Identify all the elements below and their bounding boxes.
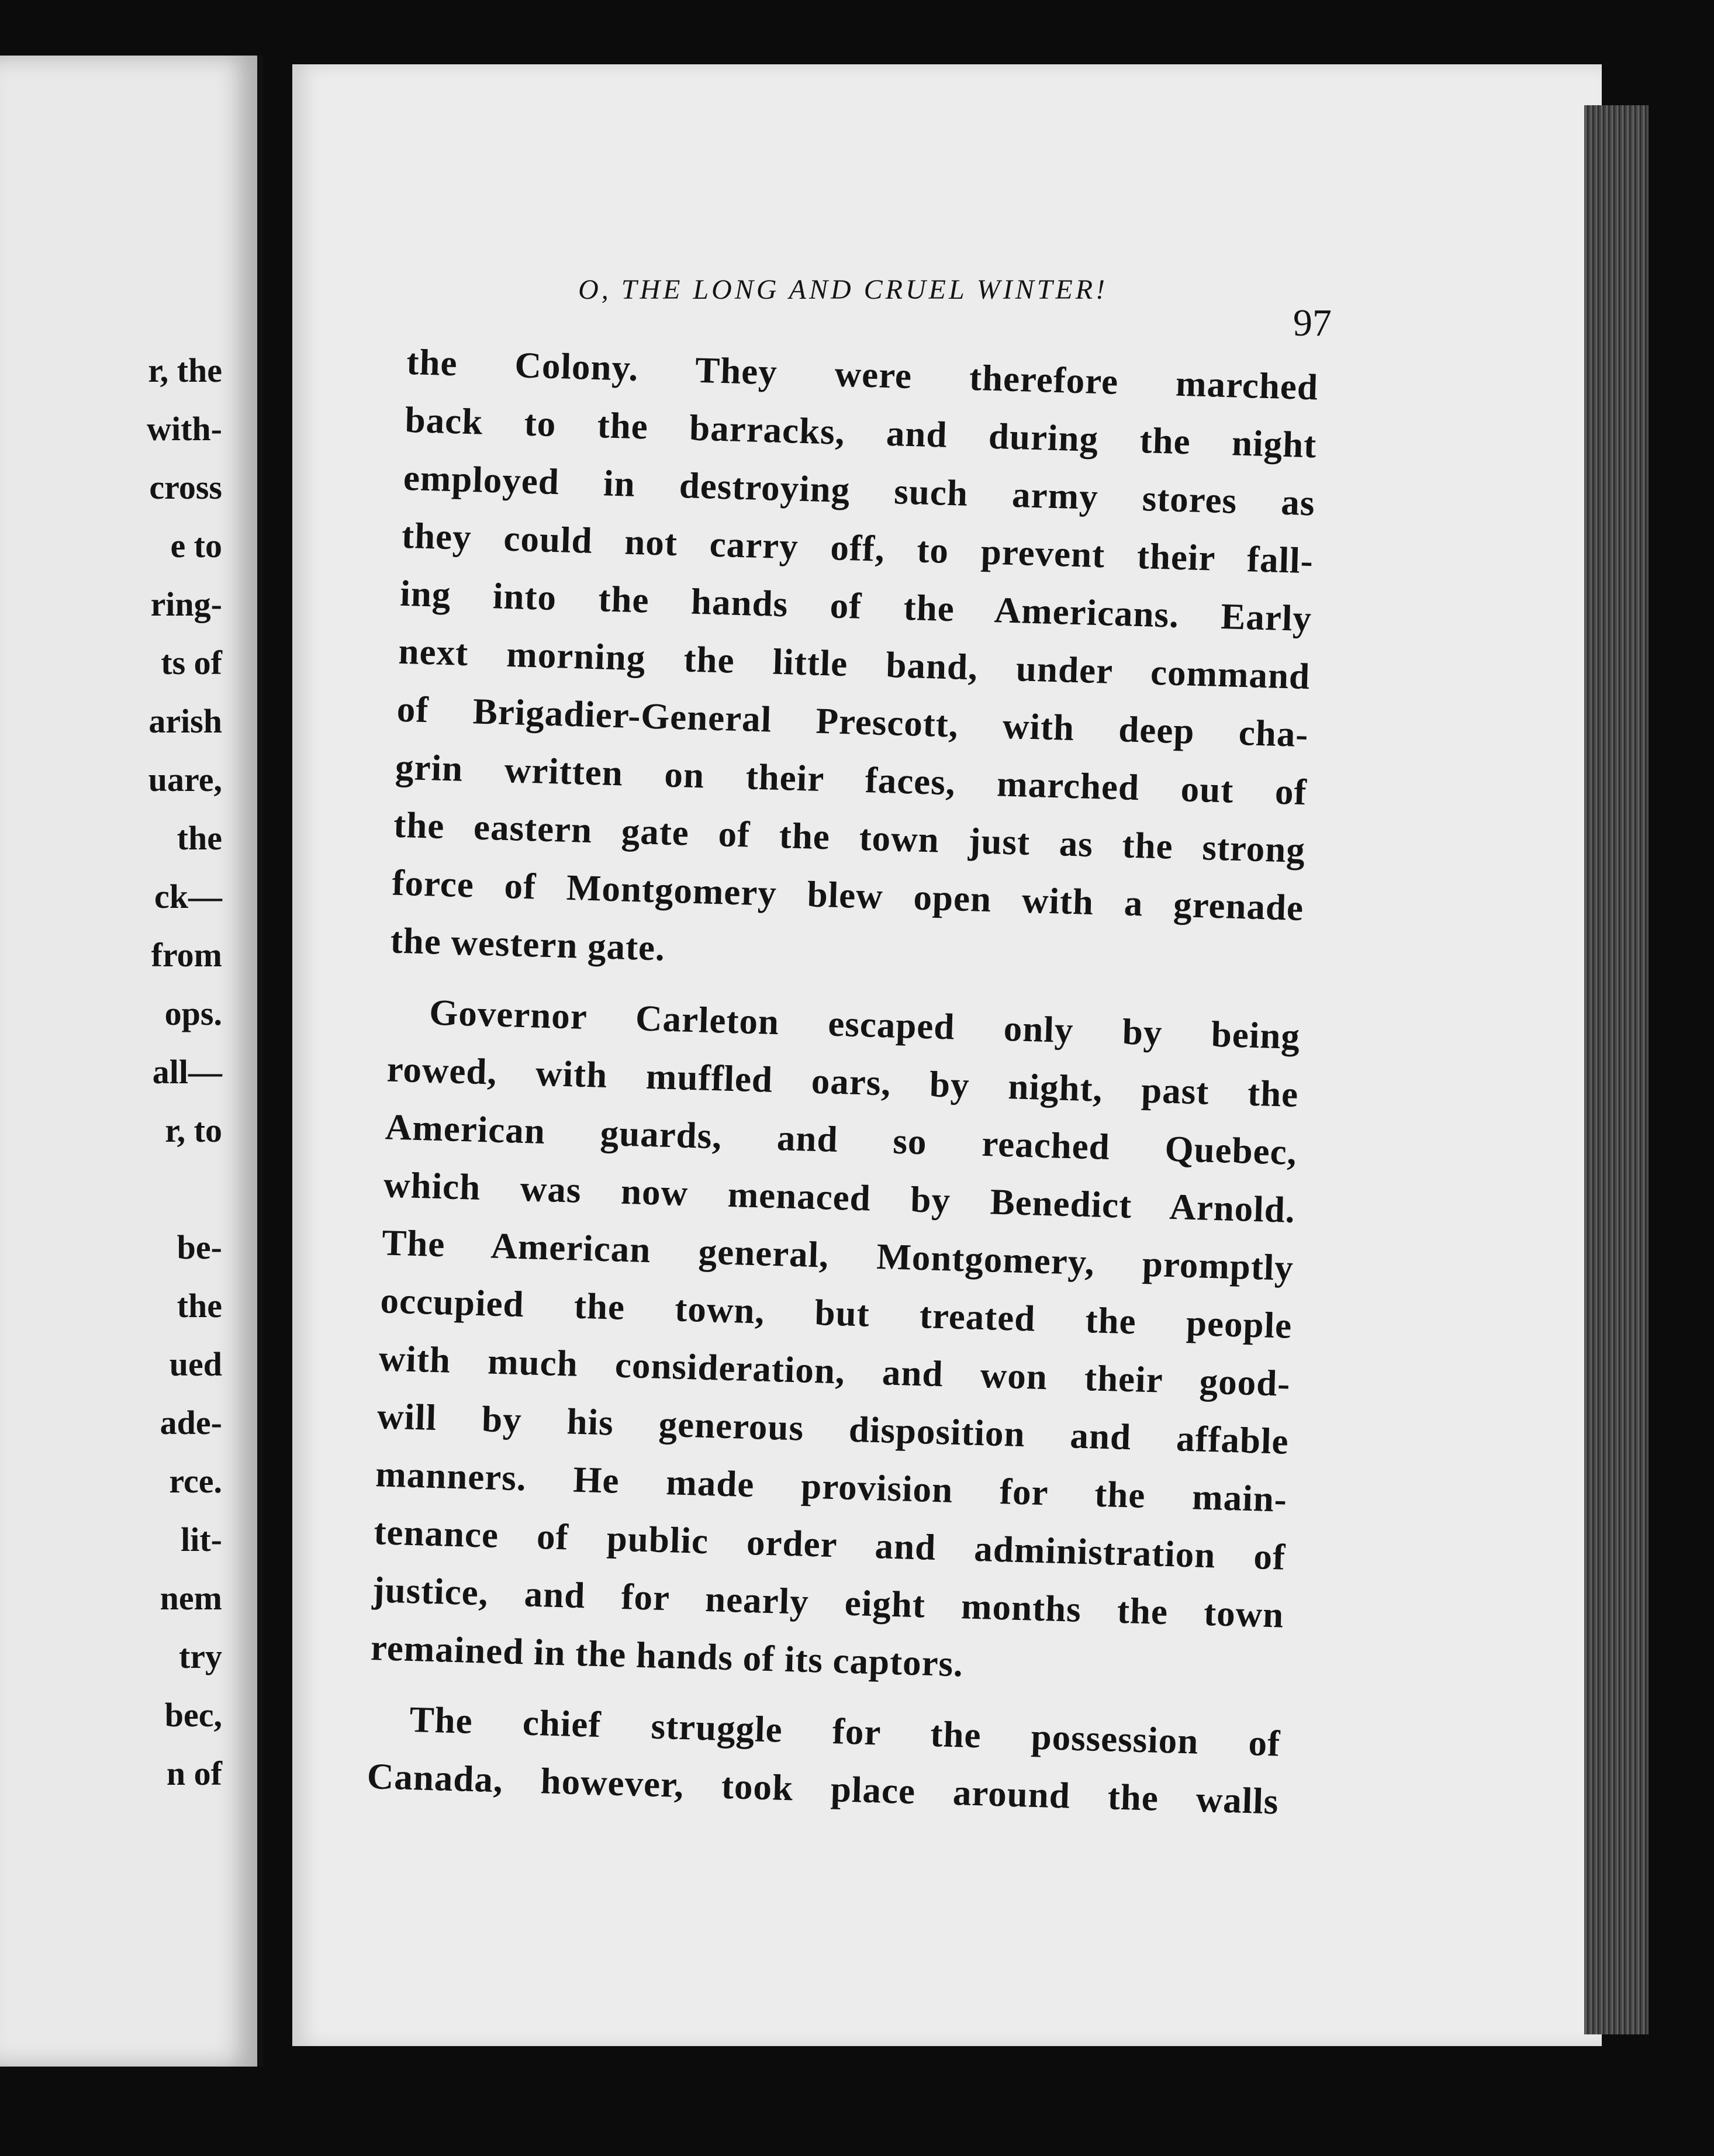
text-line: tenance of public order and administration of: [373, 1511, 1287, 1578]
paragraph: [370, 983, 1301, 1702]
text-line: justice, and for nearly eight months the town: [371, 1569, 1285, 1636]
text-line: Governor Carleton escaped only by being: [429, 991, 1301, 1058]
text-line: Canada, however, took place around the walls: [367, 1756, 1280, 1822]
left-page-fragment: try: [178, 1637, 222, 1675]
left-page-fragment: ring-: [150, 585, 222, 623]
text-line: occupied the town, but treated the people: [379, 1280, 1293, 1346]
left-page-fragment: bec,: [164, 1696, 222, 1734]
text-line: of Brigadier-General Prescott, with deep cha-: [396, 688, 1309, 755]
text-line: will by his generous disposition and affable: [376, 1395, 1290, 1462]
text-line: force of Montgomery blew open with a grenade: [391, 862, 1305, 929]
text-line: back to the barracks, and during the night: [404, 399, 1318, 466]
left-page-fragment: lit-: [181, 1521, 222, 1559]
text-line: remained in the hands of its captors.: [370, 1627, 964, 1685]
running-head-title: O, THE LONG AND CRUEL WINTER!: [578, 274, 1108, 306]
page-number: 97: [1293, 302, 1332, 345]
left-page-fragment: be-: [177, 1228, 222, 1266]
text-line: The chief struggle for the possession of: [409, 1699, 1281, 1764]
left-page-fragment: rce.: [169, 1462, 222, 1500]
page-edges: [1584, 105, 1649, 2034]
text-line: American guards, and so reached Quebec,: [385, 1106, 1298, 1173]
left-page-fragment: ops.: [164, 994, 222, 1032]
text-line: they could not carry off, to prevent their fall-: [401, 514, 1314, 582]
left-page-fragment: cross: [149, 468, 222, 506]
left-page-fragment: arish: [148, 702, 222, 740]
left-page-fragment: r, to: [165, 1111, 222, 1149]
left-page-fragment: the: [177, 819, 222, 857]
text-line: employed in destroying such army stores as: [403, 457, 1316, 524]
text-line: manners. He made provision for the main-: [375, 1453, 1288, 1520]
paragraph: [390, 333, 1319, 995]
text-line: the Colony. They were therefore marched: [406, 341, 1319, 408]
left-page-fragment: ck—: [154, 877, 222, 915]
left-page-fragment: all—: [152, 1053, 222, 1091]
left-page-fragment: with-: [147, 410, 222, 448]
text-line: the western gate.: [389, 920, 666, 969]
left-page-fragment: ued: [169, 1345, 222, 1383]
left-page-fragment: r, the: [148, 351, 222, 389]
left-page-fragment: n of: [166, 1754, 222, 1792]
text-line: The American general, Montgomery, promptly: [381, 1222, 1294, 1288]
left-page-fragment: from: [151, 936, 222, 974]
text-line: rowed, with muffled oars, by night, past the: [386, 1048, 1300, 1115]
text-line: next morning the little band, under command: [398, 630, 1311, 697]
left-page-fragment: ts of: [161, 644, 222, 682]
left-page-fragment: the: [177, 1287, 222, 1325]
left-page-fragment: e to: [170, 527, 222, 565]
text-line: with much consideration, and won their good-: [378, 1338, 1291, 1404]
text-line: grin written on their faces, marched out of: [395, 746, 1308, 813]
text-line: ing into the hands of the Americans. Early: [399, 572, 1312, 640]
left-page-fragment: uare,: [148, 761, 222, 799]
body-text: [367, 333, 1319, 1831]
left-page: [0, 56, 263, 2067]
left-page-fragment: ade-: [160, 1404, 222, 1442]
text-line: the eastern gate of the town just as the strong: [393, 804, 1306, 871]
text-line: which was now menaced by Benedict Arnold.: [383, 1164, 1296, 1231]
page-text-block: [367, 269, 1332, 1831]
left-page-fragment: nem: [160, 1579, 222, 1617]
